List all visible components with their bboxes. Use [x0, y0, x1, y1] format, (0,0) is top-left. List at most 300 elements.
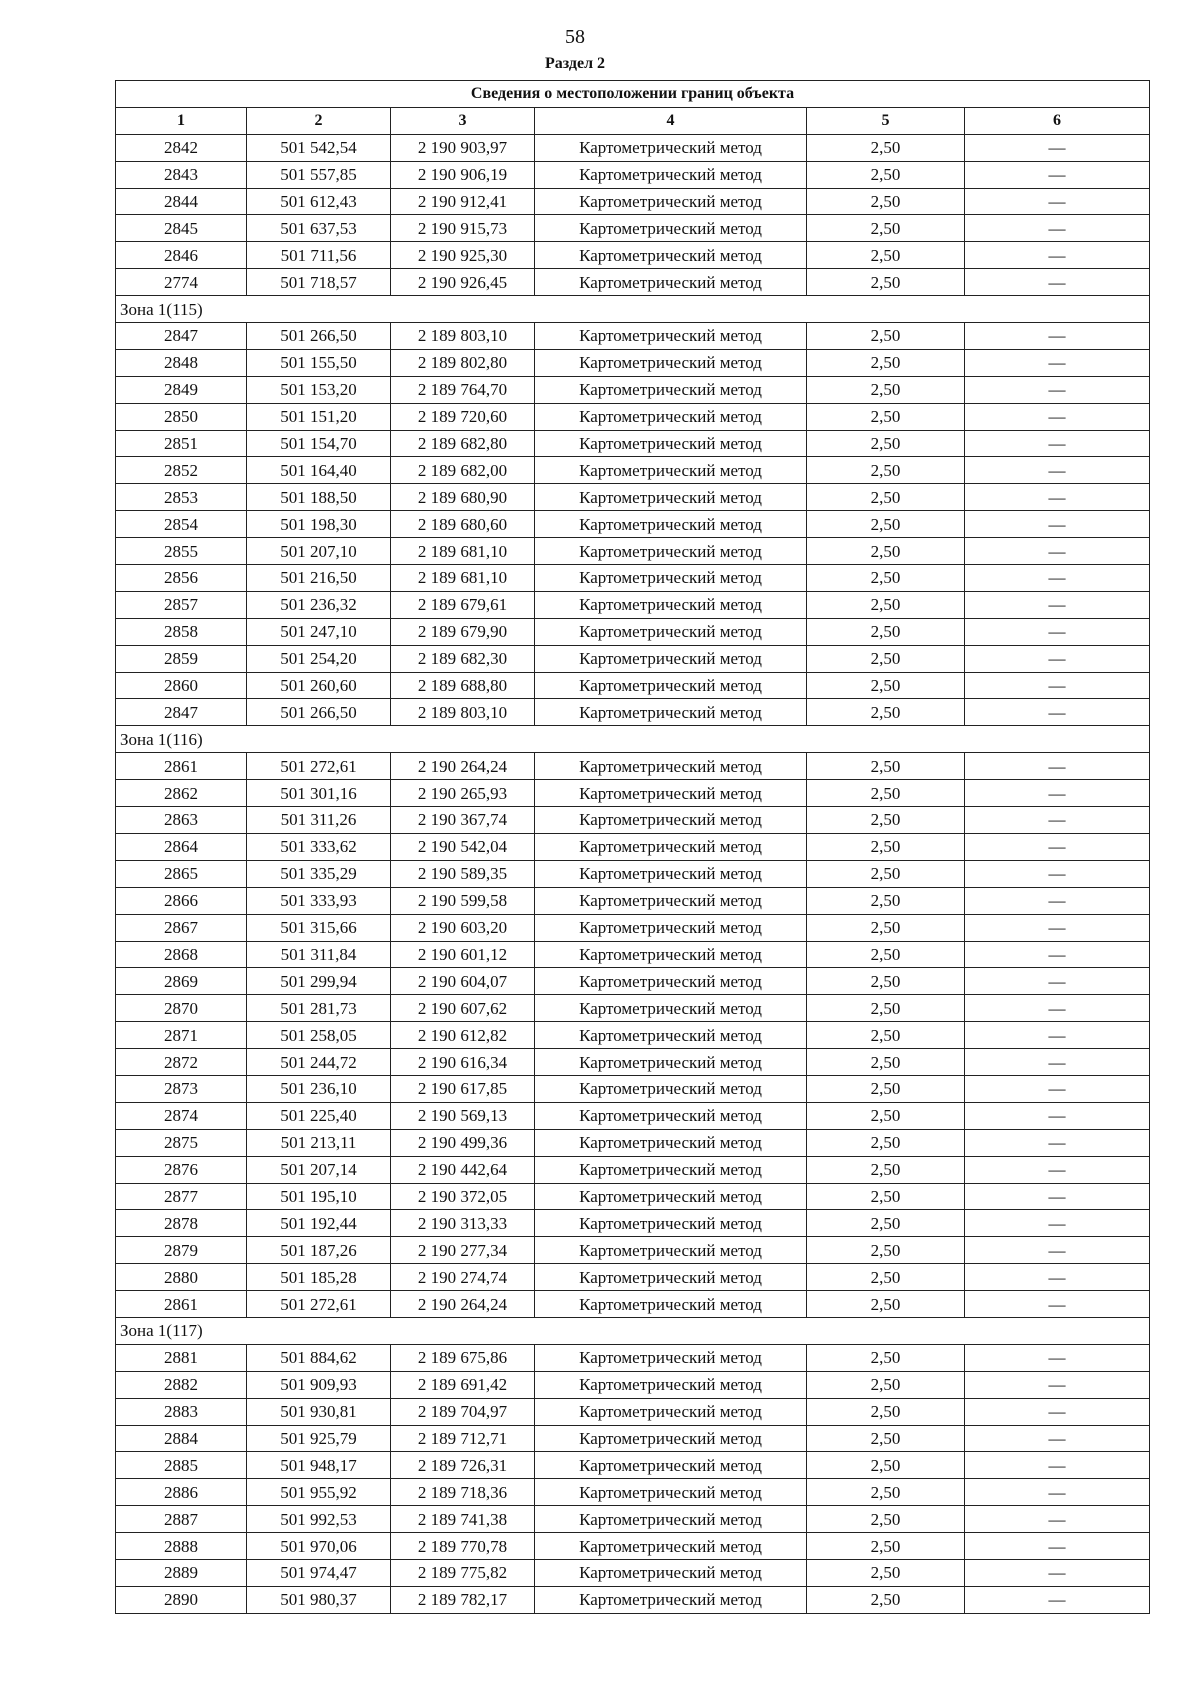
point-number-cell: 2847 — [116, 323, 247, 350]
method-cell: Картометрический метод — [535, 833, 807, 860]
note-cell: — — [965, 403, 1150, 430]
x-coordinate-cell: 501 281,73 — [247, 995, 391, 1022]
precision-cell: 2,50 — [807, 1129, 965, 1156]
point-number-cell: 2859 — [116, 645, 247, 672]
method-cell: Картометрический метод — [535, 968, 807, 995]
table-row — [116, 242, 1150, 269]
zone-label: Зона 1(116) — [116, 726, 1150, 753]
x-coordinate-cell: 501 980,37 — [247, 1586, 391, 1613]
point-number-cell: 2874 — [116, 1102, 247, 1129]
note-cell: — — [965, 1533, 1150, 1560]
table-row — [116, 1559, 1150, 1586]
y-coordinate-cell: 2 190 607,62 — [391, 995, 535, 1022]
table-row — [116, 484, 1150, 511]
point-number-cell: 2852 — [116, 457, 247, 484]
note-cell: — — [965, 376, 1150, 403]
table-row — [116, 565, 1150, 592]
y-coordinate-cell: 2 189 741,38 — [391, 1506, 535, 1533]
x-coordinate-cell: 501 930,81 — [247, 1398, 391, 1425]
zone-label: Зона 1(115) — [116, 296, 1150, 323]
point-number-cell: 2845 — [116, 215, 247, 242]
x-coordinate-cell: 501 195,10 — [247, 1183, 391, 1210]
precision-cell: 2,50 — [807, 134, 965, 161]
point-number-cell: 2847 — [116, 699, 247, 726]
point-number-cell: 2885 — [116, 1452, 247, 1479]
method-cell: Картометрический метод — [535, 484, 807, 511]
point-number-cell: 2850 — [116, 403, 247, 430]
method-cell: Картометрический метод — [535, 860, 807, 887]
precision-cell: 2,50 — [807, 914, 965, 941]
y-coordinate-cell: 2 189 682,00 — [391, 457, 535, 484]
note-cell: — — [965, 1129, 1150, 1156]
method-cell: Картометрический метод — [535, 645, 807, 672]
method-cell: Картометрический метод — [535, 565, 807, 592]
table-row — [116, 753, 1150, 780]
precision-cell: 2,50 — [807, 1049, 965, 1076]
y-coordinate-cell: 2 190 903,97 — [391, 134, 535, 161]
note-cell: — — [965, 833, 1150, 860]
method-cell: Картометрический метод — [535, 1452, 807, 1479]
precision-cell: 2,50 — [807, 618, 965, 645]
note-cell: — — [965, 645, 1150, 672]
table-row — [116, 618, 1150, 645]
y-coordinate-cell: 2 190 601,12 — [391, 941, 535, 968]
point-number-cell: 2878 — [116, 1210, 247, 1237]
x-coordinate-cell: 501 244,72 — [247, 1049, 391, 1076]
precision-cell: 2,50 — [807, 833, 965, 860]
x-coordinate-cell: 501 299,94 — [247, 968, 391, 995]
note-cell: — — [965, 941, 1150, 968]
note-cell: — — [965, 591, 1150, 618]
note-cell: — — [965, 1022, 1150, 1049]
y-coordinate-cell: 2 190 274,74 — [391, 1264, 535, 1291]
table-row — [116, 645, 1150, 672]
point-number-cell: 2854 — [116, 511, 247, 538]
note-cell: — — [965, 1264, 1150, 1291]
precision-cell: 2,50 — [807, 484, 965, 511]
column-number: 3 — [391, 107, 535, 134]
note-cell: — — [965, 1237, 1150, 1264]
point-number-cell: 2846 — [116, 242, 247, 269]
point-number-cell: 2870 — [116, 995, 247, 1022]
table-row — [116, 699, 1150, 726]
point-number-cell: 2851 — [116, 430, 247, 457]
x-coordinate-cell: 501 260,60 — [247, 672, 391, 699]
point-number-cell: 2868 — [116, 941, 247, 968]
precision-cell: 2,50 — [807, 753, 965, 780]
point-number-cell: 2867 — [116, 914, 247, 941]
note-cell: — — [965, 457, 1150, 484]
precision-cell: 2,50 — [807, 403, 965, 430]
y-coordinate-cell: 2 189 681,10 — [391, 565, 535, 592]
table-row — [116, 887, 1150, 914]
precision-cell: 2,50 — [807, 323, 965, 350]
table-row — [116, 1264, 1150, 1291]
method-cell: Картометрический метод — [535, 1264, 807, 1291]
table-row — [116, 780, 1150, 807]
table-row — [116, 188, 1150, 215]
point-number-cell: 2866 — [116, 887, 247, 914]
precision-cell: 2,50 — [807, 1559, 965, 1586]
x-coordinate-cell: 501 236,32 — [247, 591, 391, 618]
x-coordinate-cell: 501 188,50 — [247, 484, 391, 511]
note-cell: — — [965, 484, 1150, 511]
precision-cell: 2,50 — [807, 376, 965, 403]
precision-cell: 2,50 — [807, 591, 965, 618]
note-cell: — — [965, 968, 1150, 995]
x-coordinate-cell: 501 207,10 — [247, 538, 391, 565]
precision-cell: 2,50 — [807, 780, 965, 807]
method-cell: Картометрический метод — [535, 1210, 807, 1237]
table-row — [116, 161, 1150, 188]
precision-cell: 2,50 — [807, 1022, 965, 1049]
precision-cell: 2,50 — [807, 1533, 965, 1560]
method-cell: Картометрический метод — [535, 618, 807, 645]
table-row — [116, 995, 1150, 1022]
y-coordinate-cell: 2 190 599,58 — [391, 887, 535, 914]
y-coordinate-cell: 2 190 604,07 — [391, 968, 535, 995]
precision-cell: 2,50 — [807, 672, 965, 699]
table-row — [116, 1102, 1150, 1129]
y-coordinate-cell: 2 190 542,04 — [391, 833, 535, 860]
y-coordinate-cell: 2 190 442,64 — [391, 1156, 535, 1183]
y-coordinate-cell: 2 190 277,34 — [391, 1237, 535, 1264]
y-coordinate-cell: 2 189 803,10 — [391, 323, 535, 350]
zone-label: Зона 1(117) — [116, 1317, 1150, 1344]
point-number-cell: 2843 — [116, 161, 247, 188]
y-coordinate-cell: 2 190 617,85 — [391, 1075, 535, 1102]
x-coordinate-cell: 501 185,28 — [247, 1264, 391, 1291]
y-coordinate-cell: 2 189 770,78 — [391, 1533, 535, 1560]
y-coordinate-cell: 2 189 679,90 — [391, 618, 535, 645]
note-cell: — — [965, 134, 1150, 161]
y-coordinate-cell: 2 189 712,71 — [391, 1425, 535, 1452]
x-coordinate-cell: 501 711,56 — [247, 242, 391, 269]
table-row — [116, 1049, 1150, 1076]
table-row — [116, 1075, 1150, 1102]
table-row — [116, 1371, 1150, 1398]
point-number-cell: 2876 — [116, 1156, 247, 1183]
point-number-cell: 2882 — [116, 1371, 247, 1398]
note-cell: — — [965, 215, 1150, 242]
method-cell: Картометрический метод — [535, 403, 807, 430]
precision-cell: 2,50 — [807, 887, 965, 914]
precision-cell: 2,50 — [807, 511, 965, 538]
table-row — [116, 1156, 1150, 1183]
x-coordinate-cell: 501 258,05 — [247, 1022, 391, 1049]
x-coordinate-cell: 501 718,57 — [247, 269, 391, 296]
note-cell: — — [965, 914, 1150, 941]
method-cell: Картометрический метод — [535, 1371, 807, 1398]
x-coordinate-cell: 501 192,44 — [247, 1210, 391, 1237]
y-coordinate-cell: 2 189 680,90 — [391, 484, 535, 511]
x-coordinate-cell: 501 213,11 — [247, 1129, 391, 1156]
point-number-cell: 2877 — [116, 1183, 247, 1210]
point-number-cell: 2879 — [116, 1237, 247, 1264]
note-cell: — — [965, 1559, 1150, 1586]
method-cell: Картометрический метод — [535, 1291, 807, 1318]
x-coordinate-cell: 501 974,47 — [247, 1559, 391, 1586]
x-coordinate-cell: 501 187,26 — [247, 1237, 391, 1264]
precision-cell: 2,50 — [807, 699, 965, 726]
table-row — [116, 1398, 1150, 1425]
table-row — [116, 591, 1150, 618]
page-number: 58 — [565, 26, 585, 48]
point-number-cell: 2858 — [116, 618, 247, 645]
precision-cell: 2,50 — [807, 645, 965, 672]
y-coordinate-cell: 2 189 803,10 — [391, 699, 535, 726]
note-cell: — — [965, 1506, 1150, 1533]
column-number-row — [116, 107, 1150, 134]
precision-cell: 2,50 — [807, 538, 965, 565]
table-caption-row — [116, 81, 1150, 108]
precision-cell: 2,50 — [807, 1506, 965, 1533]
note-cell: — — [965, 1586, 1150, 1613]
x-coordinate-cell: 501 955,92 — [247, 1479, 391, 1506]
method-cell: Картометрический метод — [535, 349, 807, 376]
method-cell: Картометрический метод — [535, 1533, 807, 1560]
table-row — [116, 833, 1150, 860]
precision-cell: 2,50 — [807, 1237, 965, 1264]
table-row — [116, 1452, 1150, 1479]
precision-cell: 2,50 — [807, 1452, 965, 1479]
table-row — [116, 430, 1150, 457]
note-cell: — — [965, 995, 1150, 1022]
y-coordinate-cell: 2 189 679,61 — [391, 591, 535, 618]
x-coordinate-cell: 501 236,10 — [247, 1075, 391, 1102]
y-coordinate-cell: 2 189 775,82 — [391, 1559, 535, 1586]
y-coordinate-cell: 2 189 691,42 — [391, 1371, 535, 1398]
point-number-cell: 2869 — [116, 968, 247, 995]
y-coordinate-cell: 2 190 313,33 — [391, 1210, 535, 1237]
table-row — [116, 403, 1150, 430]
method-cell: Картометрический метод — [535, 1479, 807, 1506]
method-cell: Картометрический метод — [535, 1506, 807, 1533]
precision-cell: 2,50 — [807, 430, 965, 457]
note-cell: — — [965, 1425, 1150, 1452]
table-row — [116, 1210, 1150, 1237]
table-row — [116, 1129, 1150, 1156]
y-coordinate-cell: 2 189 704,97 — [391, 1398, 535, 1425]
x-coordinate-cell: 501 315,66 — [247, 914, 391, 941]
method-cell: Картометрический метод — [535, 242, 807, 269]
note-cell: — — [965, 887, 1150, 914]
precision-cell: 2,50 — [807, 1425, 965, 1452]
table-row — [116, 349, 1150, 376]
method-cell: Картометрический метод — [535, 1022, 807, 1049]
point-number-cell: 2857 — [116, 591, 247, 618]
precision-cell: 2,50 — [807, 215, 965, 242]
table-row — [116, 1479, 1150, 1506]
y-coordinate-cell: 2 190 603,20 — [391, 914, 535, 941]
precision-cell: 2,50 — [807, 1264, 965, 1291]
y-coordinate-cell: 2 189 675,86 — [391, 1344, 535, 1371]
table-row — [116, 1425, 1150, 1452]
y-coordinate-cell: 2 190 915,73 — [391, 215, 535, 242]
y-coordinate-cell: 2 190 372,05 — [391, 1183, 535, 1210]
x-coordinate-cell: 501 557,85 — [247, 161, 391, 188]
table-caption: Сведения о местоположении границ объекта — [116, 81, 1150, 108]
note-cell: — — [965, 269, 1150, 296]
x-coordinate-cell: 501 254,20 — [247, 645, 391, 672]
precision-cell: 2,50 — [807, 1586, 965, 1613]
method-cell: Картометрический метод — [535, 376, 807, 403]
x-coordinate-cell: 501 948,17 — [247, 1452, 391, 1479]
y-coordinate-cell: 2 190 569,13 — [391, 1102, 535, 1129]
note-cell: — — [965, 565, 1150, 592]
method-cell: Картометрический метод — [535, 1425, 807, 1452]
x-coordinate-cell: 501 333,62 — [247, 833, 391, 860]
precision-cell: 2,50 — [807, 161, 965, 188]
precision-cell: 2,50 — [807, 860, 965, 887]
note-cell: — — [965, 1102, 1150, 1129]
point-number-cell: 2884 — [116, 1425, 247, 1452]
table-row — [116, 860, 1150, 887]
y-coordinate-cell: 2 190 264,24 — [391, 1291, 535, 1318]
zone-header-row — [116, 296, 1150, 323]
method-cell: Картометрический метод — [535, 1102, 807, 1129]
table-row — [116, 215, 1150, 242]
column-number: 4 — [535, 107, 807, 134]
note-cell: — — [965, 1452, 1150, 1479]
note-cell: — — [965, 780, 1150, 807]
y-coordinate-cell: 2 189 680,60 — [391, 511, 535, 538]
table-row — [116, 376, 1150, 403]
method-cell: Картометрический метод — [535, 269, 807, 296]
method-cell: Картометрический метод — [535, 995, 807, 1022]
y-coordinate-cell: 2 190 906,19 — [391, 161, 535, 188]
note-cell: — — [965, 538, 1150, 565]
x-coordinate-cell: 501 155,50 — [247, 349, 391, 376]
point-number-cell: 2872 — [116, 1049, 247, 1076]
section-title: Раздел 2 — [544, 55, 606, 72]
method-cell: Картометрический метод — [535, 1344, 807, 1371]
precision-cell: 2,50 — [807, 1156, 965, 1183]
precision-cell: 2,50 — [807, 941, 965, 968]
point-number-cell: 2860 — [116, 672, 247, 699]
x-coordinate-cell: 501 301,16 — [247, 780, 391, 807]
table-row — [116, 457, 1150, 484]
method-cell: Картометрический метод — [535, 1156, 807, 1183]
table-row — [116, 1291, 1150, 1318]
y-coordinate-cell: 2 189 802,80 — [391, 349, 535, 376]
x-coordinate-cell: 501 272,61 — [247, 753, 391, 780]
x-coordinate-cell: 501 612,43 — [247, 188, 391, 215]
x-coordinate-cell: 501 153,20 — [247, 376, 391, 403]
y-coordinate-cell: 2 190 925,30 — [391, 242, 535, 269]
method-cell: Картометрический метод — [535, 457, 807, 484]
x-coordinate-cell: 501 884,62 — [247, 1344, 391, 1371]
precision-cell: 2,50 — [807, 1183, 965, 1210]
x-coordinate-cell: 501 151,20 — [247, 403, 391, 430]
point-number-cell: 2871 — [116, 1022, 247, 1049]
method-cell: Картометрический метод — [535, 323, 807, 350]
table-row — [116, 511, 1150, 538]
x-coordinate-cell: 501 992,53 — [247, 1506, 391, 1533]
y-coordinate-cell: 2 189 764,70 — [391, 376, 535, 403]
method-cell: Картометрический метод — [535, 1586, 807, 1613]
note-cell: — — [965, 672, 1150, 699]
table-row — [116, 134, 1150, 161]
note-cell: — — [965, 188, 1150, 215]
point-number-cell: 2861 — [116, 1291, 247, 1318]
method-cell: Картометрический метод — [535, 538, 807, 565]
precision-cell: 2,50 — [807, 565, 965, 592]
precision-cell: 2,50 — [807, 995, 965, 1022]
x-coordinate-cell: 501 925,79 — [247, 1425, 391, 1452]
precision-cell: 2,50 — [807, 1344, 965, 1371]
y-coordinate-cell: 2 189 782,17 — [391, 1586, 535, 1613]
method-cell: Картометрический метод — [535, 1559, 807, 1586]
x-coordinate-cell: 501 266,50 — [247, 323, 391, 350]
point-number-cell: 2844 — [116, 188, 247, 215]
point-number-cell: 2848 — [116, 349, 247, 376]
x-coordinate-cell: 501 247,10 — [247, 618, 391, 645]
column-number: 1 — [116, 107, 247, 134]
method-cell: Картометрический метод — [535, 134, 807, 161]
note-cell: — — [965, 1210, 1150, 1237]
note-cell: — — [965, 860, 1150, 887]
method-cell: Картометрический метод — [535, 1075, 807, 1102]
column-number: 6 — [965, 107, 1150, 134]
column-number: 5 — [807, 107, 965, 134]
x-coordinate-cell: 501 333,93 — [247, 887, 391, 914]
table-row — [116, 1237, 1150, 1264]
note-cell: — — [965, 349, 1150, 376]
method-cell: Картометрический метод — [535, 591, 807, 618]
point-number-cell: 2856 — [116, 565, 247, 592]
note-cell: — — [965, 1075, 1150, 1102]
precision-cell: 2,50 — [807, 1479, 965, 1506]
x-coordinate-cell: 501 542,54 — [247, 134, 391, 161]
y-coordinate-cell: 2 190 616,34 — [391, 1049, 535, 1076]
method-cell: Картометрический метод — [535, 780, 807, 807]
table-row — [116, 323, 1150, 350]
y-coordinate-cell: 2 190 912,41 — [391, 188, 535, 215]
precision-cell: 2,50 — [807, 1398, 965, 1425]
x-coordinate-cell: 501 225,40 — [247, 1102, 391, 1129]
point-number-cell: 2862 — [116, 780, 247, 807]
y-coordinate-cell: 2 190 499,36 — [391, 1129, 535, 1156]
point-number-cell: 2774 — [116, 269, 247, 296]
note-cell: — — [965, 1183, 1150, 1210]
point-number-cell: 2865 — [116, 860, 247, 887]
method-cell: Картометрический метод — [535, 1129, 807, 1156]
table-row — [116, 269, 1150, 296]
table-row — [116, 1183, 1150, 1210]
point-number-cell: 2853 — [116, 484, 247, 511]
note-cell: — — [965, 511, 1150, 538]
method-cell: Картометрический метод — [535, 1183, 807, 1210]
precision-cell: 2,50 — [807, 1371, 965, 1398]
method-cell: Картометрический метод — [535, 161, 807, 188]
method-cell: Картометрический метод — [535, 941, 807, 968]
precision-cell: 2,50 — [807, 807, 965, 834]
note-cell: — — [965, 430, 1150, 457]
note-cell: — — [965, 618, 1150, 645]
table-row — [116, 1533, 1150, 1560]
x-coordinate-cell: 501 970,06 — [247, 1533, 391, 1560]
x-coordinate-cell: 501 909,93 — [247, 1371, 391, 1398]
method-cell: Картометрический метод — [535, 1398, 807, 1425]
x-coordinate-cell: 501 637,53 — [247, 215, 391, 242]
x-coordinate-cell: 501 335,29 — [247, 860, 391, 887]
method-cell: Картометрический метод — [535, 672, 807, 699]
note-cell: — — [965, 1371, 1150, 1398]
x-coordinate-cell: 501 266,50 — [247, 699, 391, 726]
method-cell: Картометрический метод — [535, 215, 807, 242]
table-row — [116, 968, 1150, 995]
